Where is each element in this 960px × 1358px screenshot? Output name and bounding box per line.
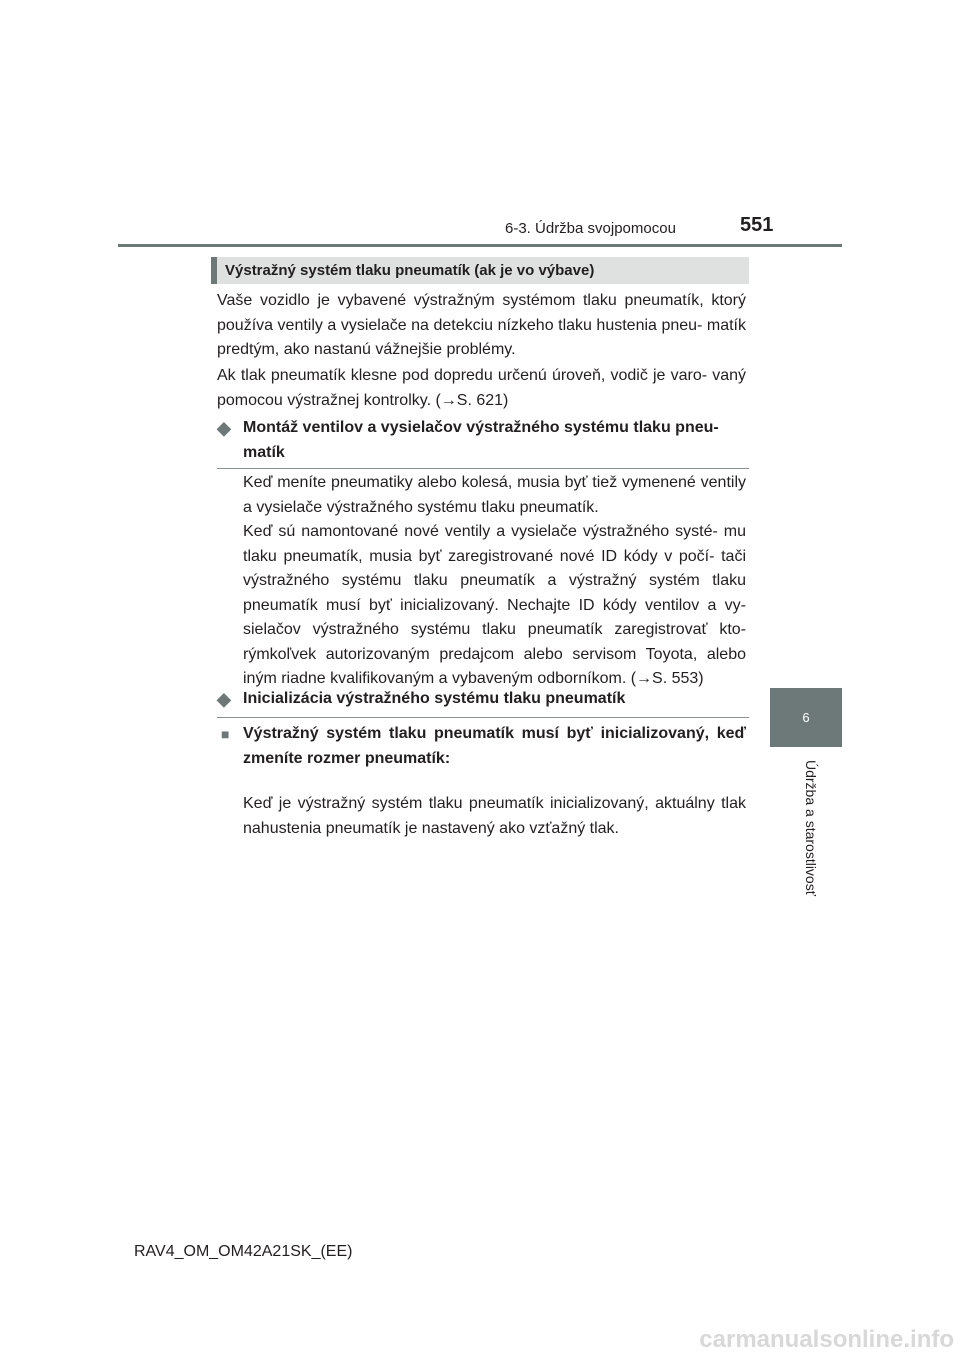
chapter-label: Údržba a starostlivosť [803, 760, 819, 896]
intro-paragraph-1: Vaše vozidlo je vybavené výstražným systémom tlaku pneumatík, ktorý používa ventily a vysielače na detekciu nízkeho tlaku hustenia pneu- matík predtým, ako nastanú vážnejšie problémy. [217, 292, 746, 358]
item-heading [221, 722, 749, 771]
diamond-icon: ◆ [217, 689, 231, 709]
chapter-tab [770, 688, 842, 747]
document-code: RAV4_OM_OM42A21SK_(EE) [134, 1243, 353, 1260]
subsection-heading-initialization [217, 687, 749, 718]
subsection-title-initialization: Inicializácia výstražného systému tlaku pneumatík [243, 690, 626, 707]
watermark: carmanualsonline.info [699, 1326, 954, 1353]
section-title: Výstražný systém tlaku pneumatík (ak je vo výbave) [225, 262, 595, 279]
section-heading-bar [211, 257, 749, 284]
intro-paragraph-2: Ak tlak pneumatík klesne pod dopredu určenú úroveň, vodič je varo- vaný pomocou výstražnej kontrolky. (→S. 621) [217, 367, 746, 409]
header-section-title: 6-3. Údržba svojpomocou [505, 220, 676, 237]
valves-paragraph-2: Keď sú namontované nové ventily a vysielače výstražného systé- mu tlaku pneumatík, musia byť zaregistrované nové ID kódy v počí- tači výstražného systému tlaku pneumatík a výstražný systém tlaku pneumatík musí byť inicializovaný. Nechajte ID kódy ventilov a vy- sielačov výstražného systému tlaku pneumatík zaregistrovať kto- rýmkoľvek autorizovaným predajcom alebo servisom Toyota, alebo iným riadne kvalifikovaným a vybaveným odborníkom. (→S. 553) [243, 523, 746, 687]
valves-paragraph-1: Keď meníte pneumatiky alebo kolesá, musia byť tiež vymenené ventily a vysielače výstražného systému tlaku pneumatík. [243, 474, 746, 516]
square-bullet-icon: ■ [221, 726, 230, 742]
chapter-number: 6 [802, 710, 810, 725]
section-bar-accent [211, 257, 217, 284]
header-divider [118, 244, 842, 247]
diamond-icon: ◆ [217, 418, 231, 438]
subsection-heading-valves [217, 416, 749, 469]
item-paragraph: Keď je výstražný systém tlaku pneumatík inicializovaný, aktuálny tlak nahustenia pneumatík je nastavený ako vzťažný tlak. [243, 795, 746, 837]
subsection-title-valves: Montáž ventilov a vysielačov výstražného systému tlaku pneu- matík [243, 419, 719, 461]
page-number: 551 [740, 214, 774, 236]
item-title: Výstražný systém tlaku pneumatík musí byť inicializovaný, keď zmeníte rozmer pneumatík: [243, 725, 746, 767]
